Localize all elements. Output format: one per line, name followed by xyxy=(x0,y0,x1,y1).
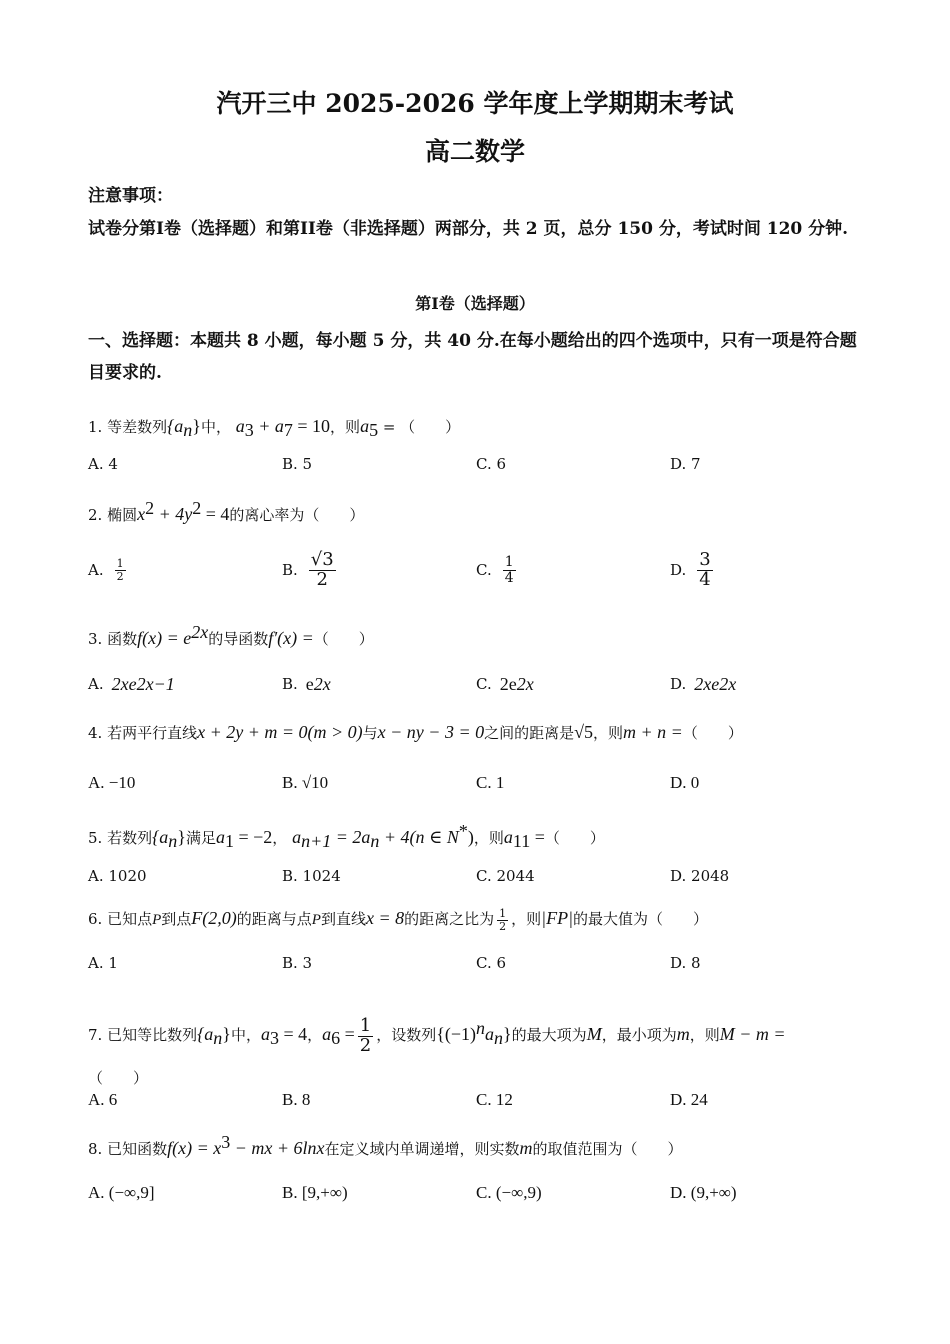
option-d[interactable]: D. 2xe 2x xyxy=(670,673,737,694)
option-b[interactable]: B. [9,+∞) xyxy=(282,1183,348,1202)
option-d[interactable]: D. (9,+∞) xyxy=(670,1183,737,1202)
option-d[interactable]: D. $\frac{3}{4}$ xyxy=(670,548,711,590)
question-1: 1. 等差数列$\{a_n\}$中， $a_3 + a_7 = 10$，则$a_5$ = （ ） xyxy=(88,416,461,440)
fraction: $\frac{1}{4}$ xyxy=(504,553,514,586)
fraction: $\frac{√3}{2}$ xyxy=(310,548,334,590)
option-c[interactable]: C. 2044 xyxy=(476,867,535,885)
question-1-options xyxy=(88,444,868,484)
option-b[interactable]: B. $\frac{√3}{2}$ xyxy=(282,548,334,590)
fraction: $\frac{1}{2}$ xyxy=(359,1014,372,1056)
option-a[interactable]: A. −10 xyxy=(88,773,136,792)
option-a[interactable]: A. 2xe 2x−1 xyxy=(88,673,175,694)
notice-heading: 注意事项： xyxy=(88,186,173,206)
fraction: $\frac{1}{2}$ xyxy=(116,556,124,583)
option-c[interactable]: C. 6 xyxy=(476,954,507,972)
question-6: 6. 已知点P到点F(2,0)的距离与点P到直线x = 8的距离之比为 $\frac{1}{2}$ ，则|FP|的最大值为（ ） xyxy=(88,906,709,933)
option-b[interactable]: B. e 2x xyxy=(282,673,331,694)
option-a[interactable]: A. 1020 xyxy=(88,867,147,885)
question-3-options xyxy=(88,664,868,704)
option-c[interactable]: C. 2e 2x xyxy=(476,673,534,694)
fraction: $\frac{1}{2}$ xyxy=(499,906,507,933)
option-b[interactable]: B. 1024 xyxy=(282,867,341,885)
exam-title: 汽开三中 2025-2026 学年度上学期期末考试 xyxy=(216,89,734,118)
question-7-options xyxy=(88,1080,868,1120)
option-b[interactable]: B. 8 xyxy=(282,1090,311,1109)
option-b[interactable]: B. 3 xyxy=(282,954,313,972)
section-one-instructions: 一、选择题：本题共 8 小题，每小题 5 分，共 40 分.在每小题给出的四个选项中，只有一项是符合题目要求的. xyxy=(88,331,857,383)
option-c[interactable]: C. 1 xyxy=(476,773,505,792)
notice-text: 试卷分第I卷（选择题）和第II卷（非选择题）两部分，共 2 页，总分 150 分，考试时间 120 分钟. xyxy=(88,219,849,239)
option-c[interactable]: C. (−∞,9) xyxy=(476,1183,542,1202)
option-a[interactable]: A. 4 xyxy=(88,455,118,473)
question-4-options xyxy=(88,763,868,803)
option-b[interactable]: B. 5 xyxy=(282,455,313,473)
option-b[interactable]: B. √10 xyxy=(282,773,329,792)
fraction: $\frac{3}{4}$ xyxy=(699,548,711,590)
exam-subtitle: 高二数学 xyxy=(424,137,525,166)
volume-title: 第I卷（选择题） xyxy=(415,294,535,313)
option-c[interactable]: C. 12 xyxy=(476,1090,513,1109)
option-d[interactable]: D. 2048 xyxy=(670,867,730,885)
option-c[interactable]: C. 6 xyxy=(476,455,507,473)
question-4: 4. 若两平行直线x + 2y + m = 0(m > 0)与x − ny − 3 = 0之间的距离是√5，则m + n =（ ） xyxy=(88,722,743,742)
question-3: 3. 函数$f(x) = e^{2x}$的导函数f′(x) =（ ） xyxy=(88,622,374,648)
option-d[interactable]: D. 8 xyxy=(670,954,701,972)
question-8: 8. 已知函数$f(x) = x^3$ − mx + 6lnx在定义域内单调递增，则实数m的取值范围为（ ） xyxy=(88,1132,683,1158)
option-d[interactable]: D. 7 xyxy=(670,455,701,473)
question-5: 5. 若数列$\{a_n\}$满足$a_1 = -2$， $a_{n+1} = 2a_n + 4(n$ ∈ N*)，则$a_{11}$ =（ ） xyxy=(88,821,605,851)
question-5-options xyxy=(88,856,868,896)
option-c[interactable]: C. $\frac{1}{4}$ xyxy=(476,553,514,586)
question-2-options xyxy=(88,550,868,590)
option-d[interactable]: D. 24 xyxy=(670,1090,708,1109)
question-8-options xyxy=(88,1173,868,1213)
option-d[interactable]: D. 0 xyxy=(670,773,700,792)
question-2: 2. 椭圆$x^2 + 4y^2 = 4$的离心率为（ ） xyxy=(88,498,365,524)
option-a[interactable]: A. $\frac{1}{2}$ xyxy=(88,556,124,583)
option-a[interactable]: A. (−∞,9] xyxy=(88,1183,155,1202)
question-7: 7. 已知等比数列$\{a_n\}$中，$a_3 = 4$，$a_6$ = $\frac{1}{2}$ ，设数列$\{(-1)^na_n\}$的最大项为M，最小项为m，则M − m = （ ） xyxy=(88,1014,786,1087)
option-a[interactable]: A. 1 xyxy=(88,954,118,972)
option-a[interactable]: A. 6 xyxy=(88,1090,118,1109)
question-6-options xyxy=(88,943,868,983)
